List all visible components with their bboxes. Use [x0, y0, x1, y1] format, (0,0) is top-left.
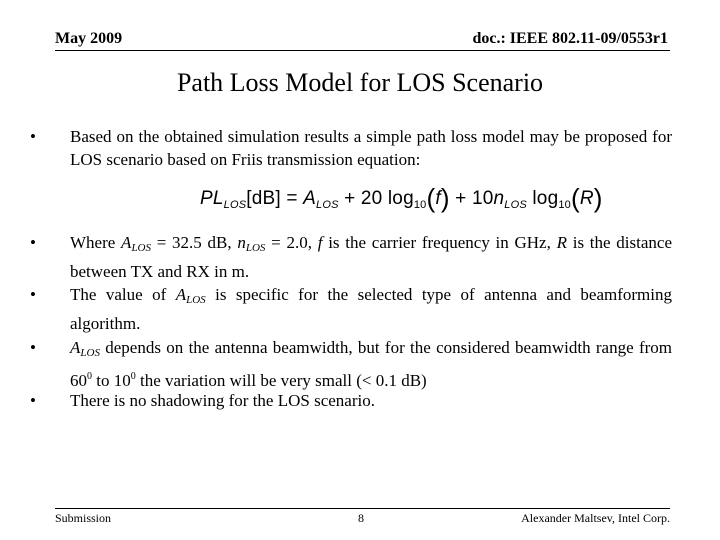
formula-rparen-2: )	[593, 183, 603, 213]
bullet-item-4	[30, 336, 672, 392]
formula-pl: PL	[200, 188, 224, 209]
bullet-text: The value of $A_{LOS}$ is specific for the selected type of antenna and beamforming algorithm.	[70, 285, 672, 333]
footer-page-number: 8	[358, 511, 364, 525]
bullet-text: There is no shadowing for the LOS scenario.	[70, 391, 375, 410]
header-date: May 2009	[55, 30, 123, 47]
formula-lparen-2: (	[570, 183, 580, 213]
formula-term2: + 10	[449, 188, 494, 209]
bullet-item-3	[30, 283, 672, 335]
formula-term1: + 20 log	[338, 188, 414, 209]
formula-n-sub: LOS	[504, 199, 527, 211]
bullet-text: Based on the obtained simulation results a simple path loss model may be proposed for LOS scenario based on Friis transmission equation:	[70, 127, 672, 169]
bullet-icon: •	[30, 338, 36, 357]
formula-lparen-1: (	[426, 183, 436, 213]
bullet-icon: •	[30, 233, 36, 252]
bullet-item-1	[30, 125, 672, 171]
bullet-icon: •	[30, 127, 36, 146]
formula-r: R	[579, 188, 594, 209]
footer-submission: Submission	[55, 511, 112, 525]
footer-divider	[55, 508, 670, 509]
bullet-item-5	[30, 389, 672, 412]
bullet-item-2	[30, 231, 672, 283]
bullet-text: Where $A_{LOS} = 32.5$ dB, $n_{LOS} = 2.0$, f is the carrier frequency in GHz, R is the distance between TX and RX in m.	[70, 233, 672, 281]
formula-pl-sub: LOS	[223, 199, 247, 211]
formula-a-sub: LOS	[316, 199, 339, 211]
formula-log-base-2: 10	[558, 199, 571, 211]
header-divider	[55, 50, 670, 51]
bullet-icon: •	[30, 285, 36, 304]
path-loss-formula	[200, 183, 603, 214]
formula-log2: log	[526, 188, 559, 209]
bullet-text: $A_{LOS}$ depends on the antenna beamwidth, but for the considered beamwidth range from $60^0$ to $10^0$ the variation will be very small (< 0.1 dB)	[70, 338, 672, 390]
formula-n: n	[493, 188, 505, 209]
formula-rparen-1: )	[440, 183, 450, 213]
formula-log-base-1: 10	[413, 199, 427, 211]
footer-author: Alexander Maltsev, Intel Corp.	[521, 511, 670, 525]
formula-db: [dB] =	[246, 188, 304, 209]
formula-a: A	[303, 188, 316, 209]
bullet-icon: •	[30, 391, 36, 410]
slide-title: Path Loss Model for LOS Scenario	[176, 68, 544, 97]
header-doc-id: doc.: IEEE 802.11-09/0553r1	[472, 30, 668, 47]
formula-f: f	[435, 188, 441, 209]
